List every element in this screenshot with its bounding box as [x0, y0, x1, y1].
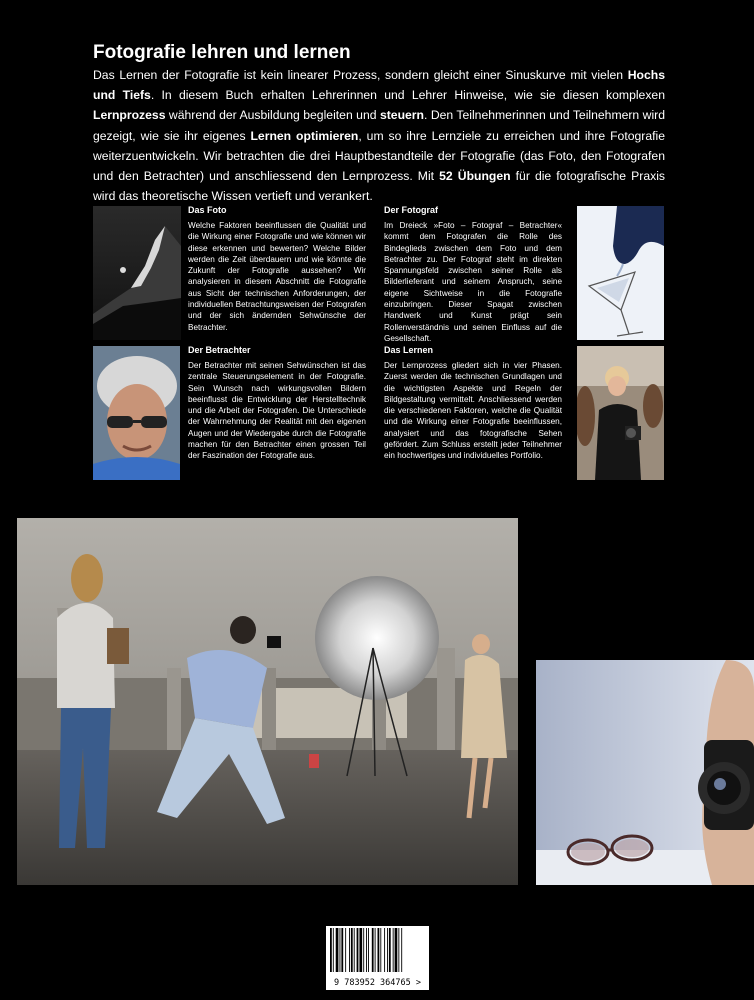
- isbn-number: 9 783952 364765 >: [334, 978, 421, 988]
- section-lernen: [384, 345, 562, 462]
- barcode-bars: [326, 928, 429, 980]
- studio-shoot-photo: [17, 518, 518, 885]
- isbn-barcode: [326, 926, 429, 990]
- section-lernen-heading: Das Lernen: [384, 345, 434, 355]
- section-betrachter: [188, 345, 366, 462]
- intro-run: Das Lernen der Fotografie ist kein linearer Prozess, sondern gleicht einer Sinuskurve mit vielen: [93, 68, 628, 82]
- intro-run: während der Ausbildung begleiten und: [165, 108, 380, 123]
- camera-sunglasses-photo: [536, 660, 754, 885]
- page-title: Fotografie lehren und lernen: [93, 42, 351, 63]
- intro-emphasis: Lernprozess: [93, 108, 166, 123]
- intro-run: . Den Teilnehmerinnen und Teilnehmern wird gezeigt, wie sie ihr eigenes: [93, 108, 665, 143]
- intro-emphasis: Hochs und Tiefs: [93, 68, 665, 103]
- intro-run: für die fotografische Praxis wird das theoretische Wissen vertieft und verankert.: [93, 169, 665, 204]
- intro-run: . In diesem Buch erhalten Lehrerinnen und Lehrer Hinweise, wie sie diesen komplexen: [150, 88, 665, 103]
- section-fotograf: [384, 205, 562, 344]
- section-foto-heading: Das Foto: [188, 205, 227, 215]
- section-lernen-text: Der Lernprozess gliedert sich in vier Phasen. Zuerst werden die technischen Grundlagen und die wichtigsten Aspekte und Regeln der Bildgestaltung vermittelt. Anschliessend werden die verschiedenen Faktoren, welche die Qualität und die Wirkung einer Fotografie beeinflussen, analysiert und das fotografische Sehen gefördert. Zum Schluss erstellt jeder Teilnehmer ein hochwertiges und individuelles Portfolio.: [384, 361, 562, 461]
- pouring-glass-photo: [577, 206, 664, 340]
- section-betrachter-heading: Der Betrachter: [188, 345, 251, 355]
- section-foto-text: Welche Faktoren beeinflussen die Qualität und die Wirkung einer Fotografie und wie können wir diese erkennen und bewerten? Welche Bilder werden die Zeit überdauern und wie könnte die Zukunft der Fotografie aussehen? Wir analysieren in diesem Abschnitt die Fotografie aus Sicht der technischen Anforderungen, der individuellen Betrachtungsweisen der Fotografen und der sich ändernden Sehwünsche der Betrachter.: [188, 221, 366, 332]
- intro-emphasis: Lernen optimieren: [250, 128, 359, 143]
- intro-emphasis: steuern: [379, 108, 424, 123]
- section-fotograf-heading: Der Fotograf: [384, 205, 438, 215]
- section-betrachter-text: Der Betrachter mit seinen Sehwünschen ist das zentrale Steuerungselement in der Fotografie. Sein Wunsch nach wirkungsvollen Bildern beeinflusst die Entwicklung der Herstelltechnik und die Arbeit der Fotografen. Die Unterschiede der Wahrnehmung der Realität mit den eigenen Augen und der Wiedergabe durch die Fotografie machen für den Betrachter einen grossen Teil der Faszination der Fotografie aus.: [188, 361, 366, 461]
- intro-emphasis: 52 Übungen: [439, 169, 511, 184]
- intro-run: , um so ihre Lernziele zu erreichen und ihre Fotografie weiterzuentwickeln. Wir betrachten die drei Hauptbestandteile der Fotografie (das Foto, den Fotografen und den Betrachter) und anschliessend den Lernprozess. Mit: [93, 128, 665, 184]
- section-fotograf-text: Im Dreieck »Foto – Fotograf – Betrachter« kommt dem Fotografen die Rolle des Bindeglieds zwischen dem Foto und dem Betrachter zu. Der Fotograf steht im direkten Spannungsfeld zwischen seiner Rolle als Bilderlieferant und seinem Anspruch, seine eigene Sichtweise in die Fotografie einzubringen. Dieser Spagat zwischen Handwerk und Kunst prägt sein Rollenverständnis und seinen Einfluss auf die Gesellschaft.: [384, 221, 562, 343]
- women-camera-photo: [577, 346, 664, 480]
- intro-text: [93, 65, 665, 206]
- man-portrait-photo: [93, 346, 180, 480]
- section-foto: [188, 205, 366, 333]
- mountain-moon-photo: [93, 206, 181, 340]
